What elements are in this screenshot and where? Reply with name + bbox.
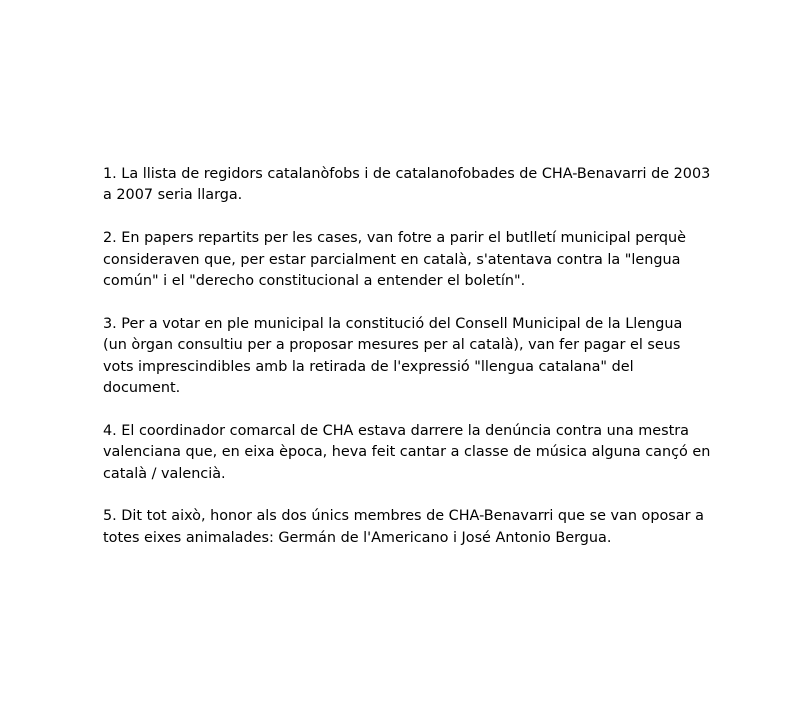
document-body xyxy=(103,164,723,549)
paragraph-line: 2. En papers repartits per les cases, van fotre a parir el butlletí municipal perquè xyxy=(103,230,686,247)
paragraph-line: consideraven que, per estar parcialment en català, s'atentava contra la "lengua xyxy=(103,251,681,268)
paragraph-4 xyxy=(103,421,723,485)
paragraph-line: 4. El coordinador comarcal de CHA estava darrere la denúncia contra una mestra xyxy=(103,422,689,439)
paragraph-line: document. xyxy=(103,380,181,397)
paragraph-line: català / valencià. xyxy=(103,465,226,482)
paragraph-2 xyxy=(103,228,723,292)
paragraph-3 xyxy=(103,314,723,400)
paragraph-line: (un òrgan consultiu per a proposar mesures per al català), van fer pagar el seus xyxy=(103,337,681,354)
paragraph-5 xyxy=(103,506,723,549)
paragraph-line: totes eixes animalades: Germán de l'Americano i José Antonio Bergua. xyxy=(103,529,612,546)
paragraph-line: valenciana que, en eixa època, heva feit cantar a classe de música alguna cançó en xyxy=(103,444,711,461)
paragraph-line: a 2007 seria llarga. xyxy=(103,187,243,204)
paragraph-line: vots imprescindibles amb la retirada de l'expressió "llengua catalana" del xyxy=(103,358,634,375)
paragraph-line: 3. Per a votar en ple municipal la constitució del Consell Municipal de la Llengua xyxy=(103,315,683,332)
paragraph-line: 5. Dit tot això, honor als dos únics membres de CHA-Benavarri que se van oposar a xyxy=(103,508,704,525)
paragraph-line: 1. La llista de regidors catalanòfobs i de catalanofobades de CHA-Benavarri de 2003 xyxy=(103,166,711,182)
paragraph-line: común" i el "derecho constitucional a entender el boletín". xyxy=(103,273,526,290)
paragraph-1 xyxy=(103,164,723,207)
